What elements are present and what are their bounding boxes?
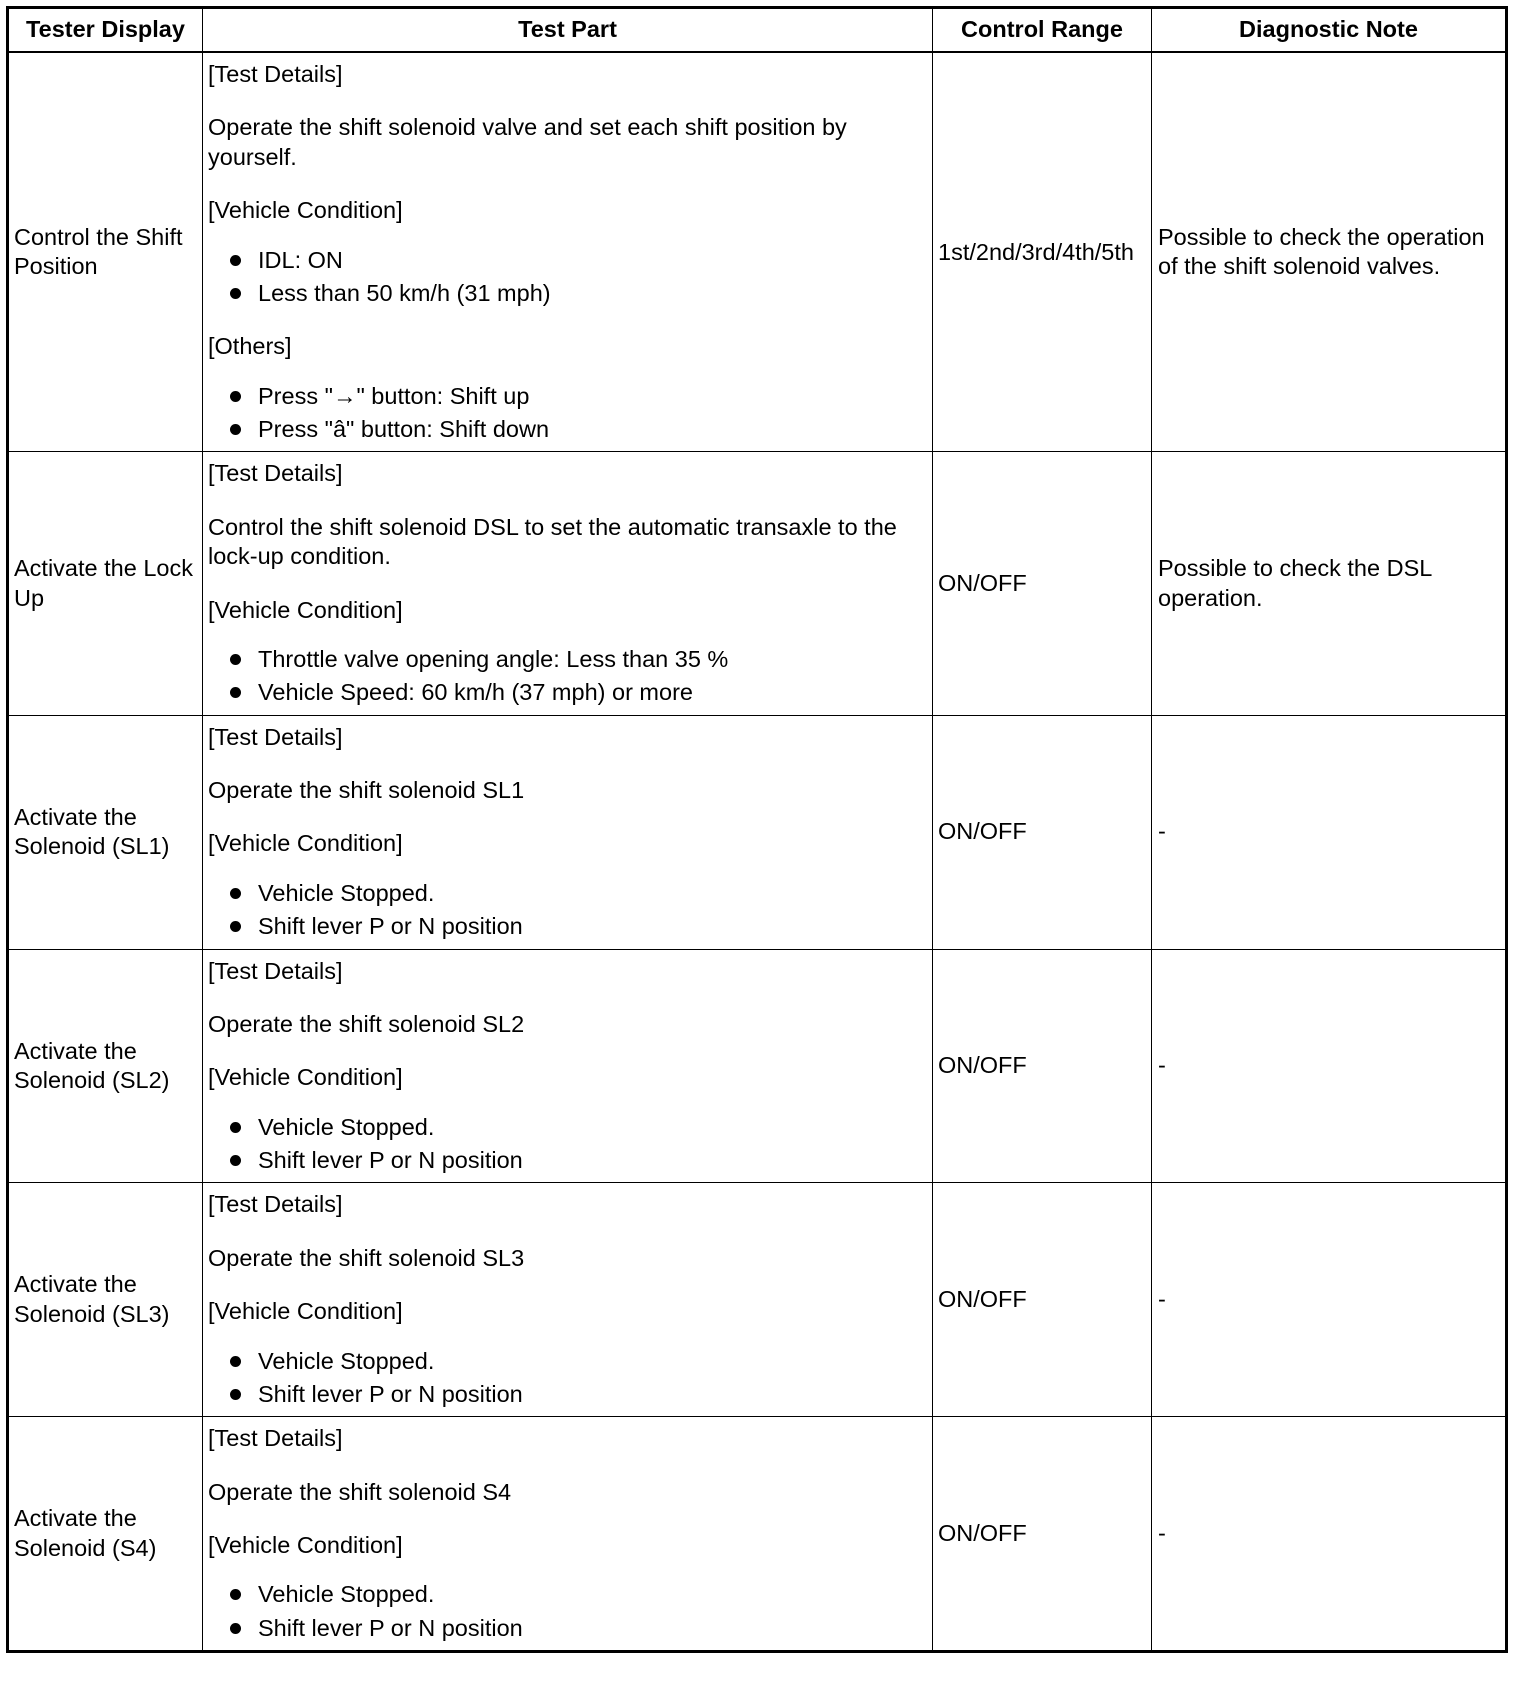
others-item: Press "â" button: Shift down [258,415,927,444]
header-control-range: Control Range [933,8,1152,53]
test-part-cell [203,1183,933,1417]
others-list [208,382,927,445]
condition-list [208,246,927,309]
control-range-cell: ON/OFF [933,949,1152,1183]
test-details-label: [Test Details] [208,1191,343,1218]
test-details-label: [Test Details] [208,61,343,87]
vehicle-condition-label: [Vehicle Condition] [208,1064,403,1091]
diagnostic-note-cell: - [1152,949,1507,1183]
condition-item: Shift lever P or N position [258,1146,927,1175]
condition-item: Throttle valve opening angle: Less than 35 % [258,645,927,674]
test-details-text: Operate the shift solenoid SL1 [208,777,525,803]
table-row [8,1183,1507,1417]
control-range-cell: ON/OFF [933,715,1152,949]
control-range-cell: ON/OFF [933,1183,1152,1417]
tester-display-cell: Activate the Solenoid (S4) [8,1417,203,1652]
vehicle-condition-label: [Vehicle Condition] [208,1298,403,1325]
tester-display-cell: Control the Shift Position [8,52,203,452]
header-tester-display: Tester Display [8,8,203,53]
vehicle-condition-label: [Vehicle Condition] [208,1532,403,1558]
test-part-cell [203,1417,933,1652]
test-part-cell [203,452,933,715]
table-row [8,452,1507,715]
test-details-text: Operate the shift solenoid valve and set each shift position by yourself. [208,114,847,170]
control-range-cell: 1st/2nd/3rd/4th/5th [933,52,1152,452]
condition-list [208,879,927,942]
test-part-cell [203,52,933,452]
condition-item: Vehicle Stopped. [258,1113,927,1142]
tester-display-cell: Activate the Solenoid (SL2) [8,949,203,1183]
vehicle-condition-label: [Vehicle Condition] [208,596,403,623]
condition-item: Shift lever P or N position [258,912,927,941]
condition-item: Vehicle Stopped. [258,1347,927,1376]
condition-list [208,1580,927,1643]
vehicle-condition-label: [Vehicle Condition] [208,830,403,857]
diagnostic-note-cell: - [1152,1417,1507,1652]
others-item: Press "→" button: Shift up [258,382,927,411]
diagnostic-note-cell: Possible to check the DSL operation. [1152,452,1507,715]
table-row [8,949,1507,1183]
test-details-text: Operate the shift solenoid S4 [208,1478,512,1505]
header-test-part: Test Part [203,8,933,53]
test-part-cell [203,949,933,1183]
condition-item: IDL: ON [258,246,927,275]
condition-list [208,1347,927,1410]
header-row [8,8,1507,53]
header-diagnostic-note: Diagnostic Note [1152,8,1507,53]
test-details-label: [Test Details] [208,1425,343,1452]
test-details-label: [Test Details] [208,723,343,750]
vehicle-condition-label: [Vehicle Condition] [208,197,403,224]
others-label: [Others] [208,333,292,360]
diagnostic-note-cell: - [1152,715,1507,949]
test-details-label: [Test Details] [208,460,343,487]
test-details-text: Control the shift solenoid DSL to set the automatic transaxle to the lock-up condition. [208,513,897,570]
active-test-table [6,6,1508,1653]
tester-display-cell: Activate the Lock Up [8,452,203,715]
condition-item: Vehicle Stopped. [258,1580,927,1609]
diagnostic-note-cell: - [1152,1183,1507,1417]
condition-item: Vehicle Stopped. [258,879,927,908]
control-range-cell: ON/OFF [933,1417,1152,1652]
test-details-label: [Test Details] [208,957,343,984]
condition-item: Less than 50 km/h (31 mph) [258,279,927,308]
table-row [8,1417,1507,1652]
test-part-cell [203,715,933,949]
tester-display-cell: Activate the Solenoid (SL1) [8,715,203,949]
table-row [8,715,1507,949]
condition-item: Shift lever P or N position [258,1614,927,1643]
control-range-cell: ON/OFF [933,452,1152,715]
condition-list [208,1113,927,1176]
condition-list [208,645,927,708]
diagnostic-note-cell: Possible to check the operation of the shift solenoid valves. [1152,52,1507,452]
condition-item: Shift lever P or N position [258,1380,927,1409]
table-row [8,52,1507,452]
test-details-text: Operate the shift solenoid SL2 [208,1010,525,1037]
tester-display-cell: Activate the Solenoid (SL3) [8,1183,203,1417]
condition-item: Vehicle Speed: 60 km/h (37 mph) or more [258,678,927,707]
test-details-text: Operate the shift solenoid SL3 [208,1244,525,1271]
